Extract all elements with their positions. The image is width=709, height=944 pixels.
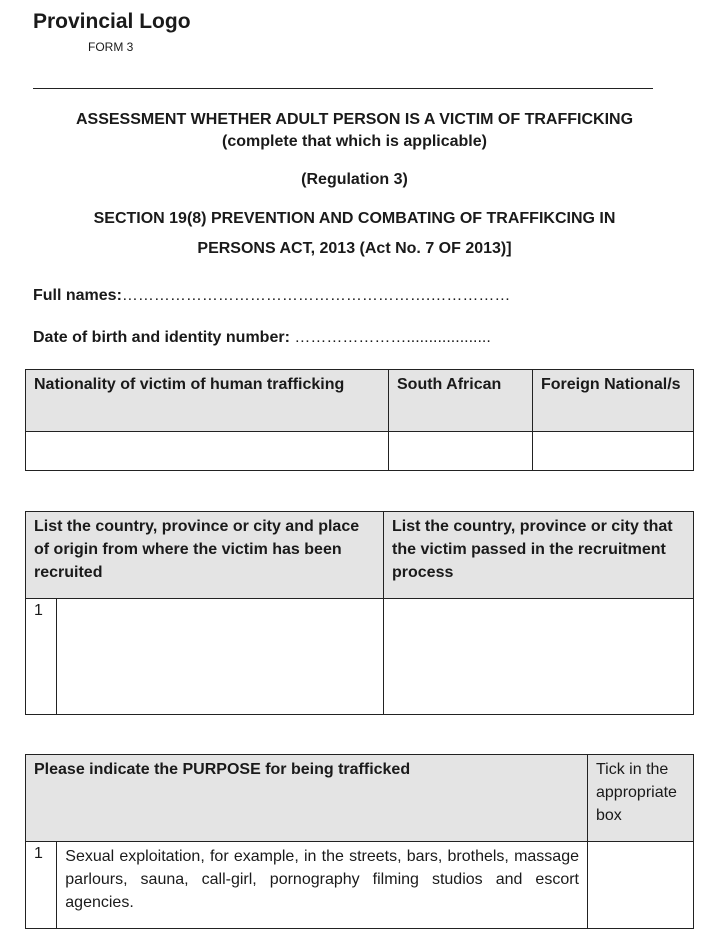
dob-id-field[interactable] <box>33 329 491 347</box>
purpose-table <box>25 754 694 929</box>
form-subtitle: (complete that which is applicable) <box>222 133 487 150</box>
origin-cell[interactable] <box>57 599 384 715</box>
provincial-logo: Provincial Logo <box>33 10 191 33</box>
regulation-reference: (Regulation 3) <box>301 171 408 188</box>
nationality-table <box>25 369 694 471</box>
dob-id-label: Date of birth and identity number: <box>33 329 290 346</box>
transit-cell[interactable] <box>384 599 694 715</box>
row-number: 1 <box>26 599 57 715</box>
foreign-national-checkbox-cell[interactable] <box>533 432 694 471</box>
purpose-row-number: 1 <box>26 842 57 929</box>
full-names-field[interactable] <box>33 287 510 305</box>
origin-transit-table <box>25 511 694 715</box>
foreign-national-header: Foreign National/s <box>533 370 694 432</box>
purpose-tick-box[interactable] <box>588 842 694 929</box>
south-african-checkbox-cell[interactable] <box>389 432 533 471</box>
section-reference-line1: SECTION 19(8) PREVENTION AND COMBATING OF TRAFFIKCING IN <box>93 210 616 227</box>
nationality-header: Nationality of victim of human trafficking <box>26 370 389 432</box>
south-african-header: South African <box>389 370 533 432</box>
nationality-cell[interactable] <box>26 432 389 471</box>
form-title: ASSESSMENT WHETHER ADULT PERSON IS A VICTIM OF TRAFFICKING <box>75 111 634 128</box>
section-reference-line2: PERSONS ACT, 2013 (Act No. 7 OF 2013)] <box>197 240 512 257</box>
full-names-label: Full names: <box>33 287 122 304</box>
header-divider <box>33 88 653 89</box>
tick-header: Tick in the appropriate box <box>588 755 694 842</box>
purpose-header: Please indicate the PURPOSE for being trafficked <box>26 755 588 842</box>
full-names-input[interactable]: ………………………………………………….…………… <box>121 287 511 304</box>
form-number: FORM 3 <box>88 40 134 54</box>
dob-id-input[interactable]: …………………................... <box>294 329 491 346</box>
origin-header: List the country, province or city and place of origin from where the victim has been recruited <box>26 512 384 599</box>
purpose-description: Sexual exploitation, for example, in the streets, bars, brothels, massage parlours, sauna, call-girl, pornography filming studios and escort agencies. <box>57 842 588 929</box>
transit-header: List the country, province or city that the victim passed in the recruitment process <box>384 512 694 599</box>
